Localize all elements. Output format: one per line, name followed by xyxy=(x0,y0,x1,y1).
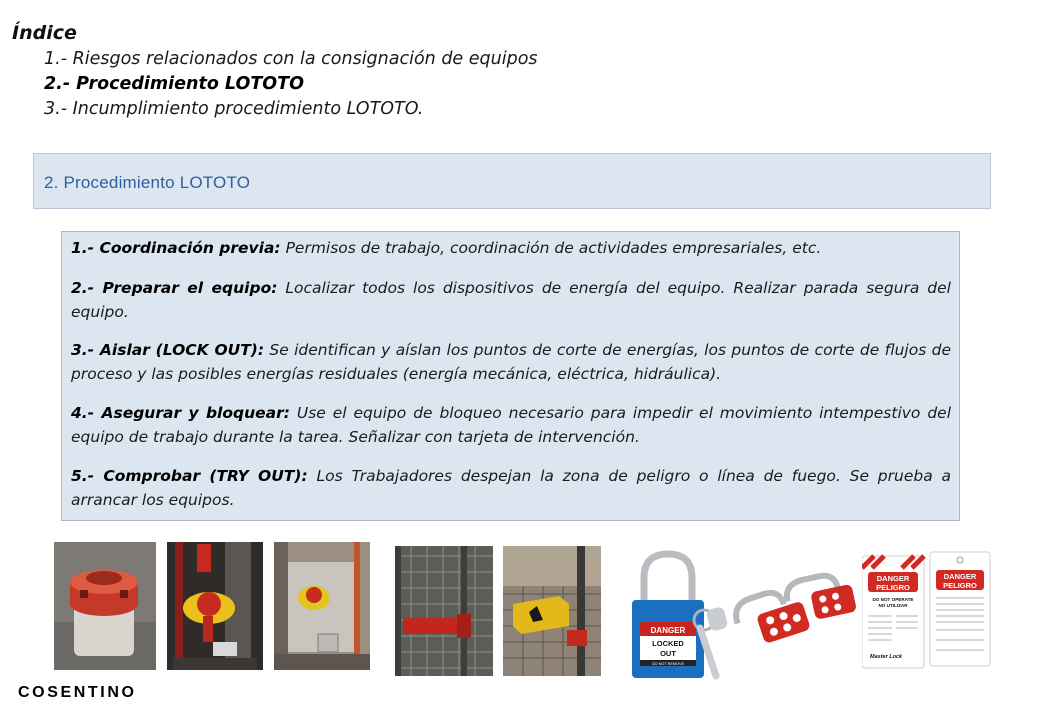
photo-emergency-stop-lock xyxy=(167,542,263,670)
section-banner xyxy=(33,153,991,209)
tag-right-peligro: PELIGRO xyxy=(943,581,977,590)
tag-left-danger: DANGER xyxy=(876,574,910,583)
step-text: Localizar todos los dispositivos de energía del equipo. Realizar parada segura del equipo. xyxy=(71,279,951,321)
hasp-image xyxy=(728,570,858,662)
photo-valve-lockout xyxy=(54,542,156,670)
step-title: 4.- Asegurar y bloquear: xyxy=(71,404,290,422)
step-title: 5.- Comprobar (TRY OUT): xyxy=(71,467,308,485)
step-text: Los Trabajadores despejan la zona de peligro o línea de fuego. Se prueba a arrancar los equipos. xyxy=(71,467,951,509)
cosentino-logo: COSENTINO xyxy=(18,684,137,701)
step-2 xyxy=(71,276,951,324)
padlock-tag-out: OUT xyxy=(660,649,676,658)
tag-left-do-not-operate: DO NOT OPERATE xyxy=(872,597,914,602)
photo-fence-lockbox xyxy=(503,546,601,676)
photo-guard-door-lock xyxy=(395,546,493,676)
index-title: Índice xyxy=(12,22,77,44)
padlock-image xyxy=(628,548,732,682)
tag-right-danger: DANGER xyxy=(943,572,977,581)
index-item-1: 1.- Riesgos relacionados con la consignación de equipos xyxy=(44,49,538,69)
tag-left-no-utilizar: NO UTILIZAR xyxy=(878,603,908,608)
step-3 xyxy=(71,338,951,386)
step-text: Use el equipo de bloqueo necesario para impedir el movimiento intempestivo del equipo de trabajo durante la tarea. Señalizar con tarjeta de intervención. xyxy=(71,404,952,446)
step-5 xyxy=(71,464,951,512)
tag-left-peligro: PELIGRO xyxy=(876,583,910,592)
padlock-tag-locked: LOCKED xyxy=(652,639,684,648)
steps-box xyxy=(61,231,960,521)
step-title: 2.- Preparar el equipo: xyxy=(71,279,278,297)
step-title: 3.- Aislar (LOCK OUT): xyxy=(71,341,265,359)
tag-left-brand: Master Lock xyxy=(870,654,903,660)
index-item-3: 3.- Incumplimiento procedimiento LOTOTO. xyxy=(44,99,424,119)
step-1 xyxy=(71,236,951,260)
index-item-2: 2.- Procedimiento LOTOTO xyxy=(44,74,304,94)
step-text: Se identifican y aíslan los puntos de corte de energías, los puntos de corte de flujos de proceso y las posibles energías residuales (energía mecánica, eléctrica, hidráulica). xyxy=(71,341,951,383)
photo-panel-lockout xyxy=(274,542,370,670)
step-4 xyxy=(71,401,951,449)
step-title: 1.- Coordinación previa: xyxy=(71,239,281,257)
padlock-tag-danger: DANGER xyxy=(650,626,686,635)
step-text: Permisos de trabajo, coordinación de actividades empresariales, etc. xyxy=(280,239,822,257)
padlock-tag-small: DO NOT REMOVE xyxy=(651,662,685,666)
section-title: 2. Procedimiento LOTOTO xyxy=(44,173,251,192)
danger-tags-image xyxy=(862,550,992,670)
